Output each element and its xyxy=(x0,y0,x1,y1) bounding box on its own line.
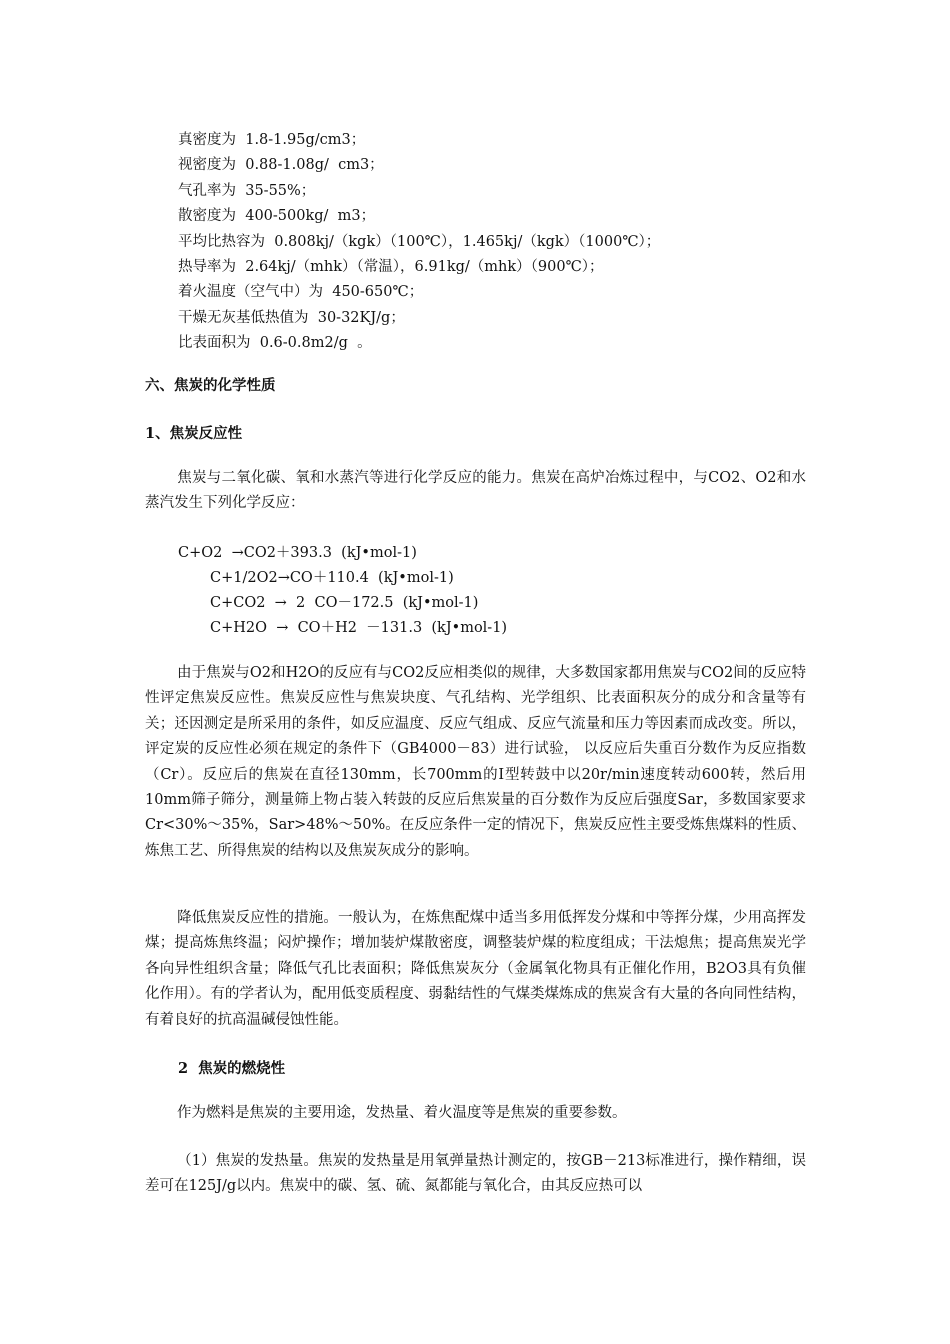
property-line: 热导率为 2.64kj/（mhk）（常温），6.91kg/（mhk）（900℃）； xyxy=(178,258,604,275)
paragraph-text: 由于焦炭与O2和H2O的反应有与CO2反应相类似的规律，大多数国家都用焦炭与CO2间的反应特性评定焦炭反应性。焦炭反应性与焦炭块度、气孔结构、光学组织、比表面积灰分的成分和含量等有关；还因测定是所采用的条件，如反应温度、反应气组成、反应气流量和压力等因素而成改变。所以，评定炭的反应性必须在规定的条件下（GB4000－83）进行试验， 以反应后失重百分数作为反应指数（Cr）。反应后的焦炭在直径130mm，长700mm的Ⅰ型转鼓中以20r/min速度转动600转，然后用10mm筛子筛分，测量筛上物占装入转鼓的反应后焦炭量的百分数作为反应后强度Sar，多数国家要求Cr<30%～35%，Sar>48%～50%。在反应条件一定的情况下，焦炭反应性主要受炼焦煤料的性质、炼焦工艺、所得焦炭的结构以及焦炭灰成分的影响。 xyxy=(145,665,806,859)
paragraph-fuel xyxy=(145,1101,806,1126)
equation: C+1/2O2→CO＋110.4 (kJ•mol-1) xyxy=(210,570,454,586)
paragraph-test-method xyxy=(145,661,806,864)
property-line: 比表面积为 0.6-0.8m2/g 。 xyxy=(178,335,372,352)
property-line: 散密度为 400-500kg/ m3； xyxy=(178,208,376,225)
property-line: 真密度为 1.8-1.95g/cm3； xyxy=(178,132,366,148)
subsection-heading: 2 焦炭的燃烧性 xyxy=(178,1060,286,1077)
physical-properties-list xyxy=(178,128,660,357)
paragraph-text: 作为燃料是焦炭的主要用途，发热量、着火温度等是焦炭的重要参数。 xyxy=(177,1105,627,1121)
paragraph-reduction-measures xyxy=(145,906,806,1033)
property-line: 视密度为 0.88-1.08g/ cm3； xyxy=(178,157,384,174)
equation: C+CO2 → 2 CO－172.5 (kJ•mol-1) xyxy=(210,595,479,611)
paragraph-text: 降低焦炭反应性的措施。一般认为，在炼焦配煤中适当多用低挥发分煤和中等挥分煤，少用高挥发煤；提高炼焦终温；闷炉操作；增加装炉煤散密度，调整装炉煤的粒度组成；干法熄焦；提高焦炭光学各向异性组织含量；降低气孔比表面积；降低焦炭灰分（金属氧化物具有正催化作用，B2O3具有负催化作用）。有的学者认为，配用低变质程度、弱黏结性的气煤类煤炼成的焦炭含有大量的各向同性结构，有着良好的抗高温碱侵蚀性能。 xyxy=(145,910,806,1028)
paragraph-text: 焦炭与二氧化碳、氧和水蒸汽等进行化学反应的能力。焦炭在高炉冶炼过程中，与CO2、O2和水蒸汽发生下列化学反应： xyxy=(145,470,806,512)
property-line: 气孔率为 35-55%； xyxy=(178,182,316,199)
equation: C+O2 →CO2＋393.3 (kJ•mol-1) xyxy=(178,545,417,561)
equation: C+H2O → CO＋H2 －131.3 (kJ•mol-1) xyxy=(210,620,508,636)
section-heading: 六、焦炭的化学性质 xyxy=(145,377,276,394)
paragraph-heat-value xyxy=(145,1149,806,1200)
property-line: 着火温度（空气中）为 450-650℃； xyxy=(178,284,424,301)
property-line: 干燥无灰基低热值为 30-32KJ/g； xyxy=(178,309,405,326)
paragraph-text: （1）焦炭的发热量。焦炭的发热量是用氧弹量热计测定的，按GB－213标准进行，操作精细，误差可在125J/g以内。焦炭中的碳、氢、硫、氮都能与氧化合，由其反应热可以 xyxy=(145,1153,806,1195)
paragraph-reactivity xyxy=(145,466,806,517)
property-line: 平均比热容为 0.808kj/（kgk）（100℃），1.465kj/（kgk）（1000℃）； xyxy=(178,233,661,250)
subsection-heading: 1、焦炭反应性 xyxy=(145,425,243,442)
